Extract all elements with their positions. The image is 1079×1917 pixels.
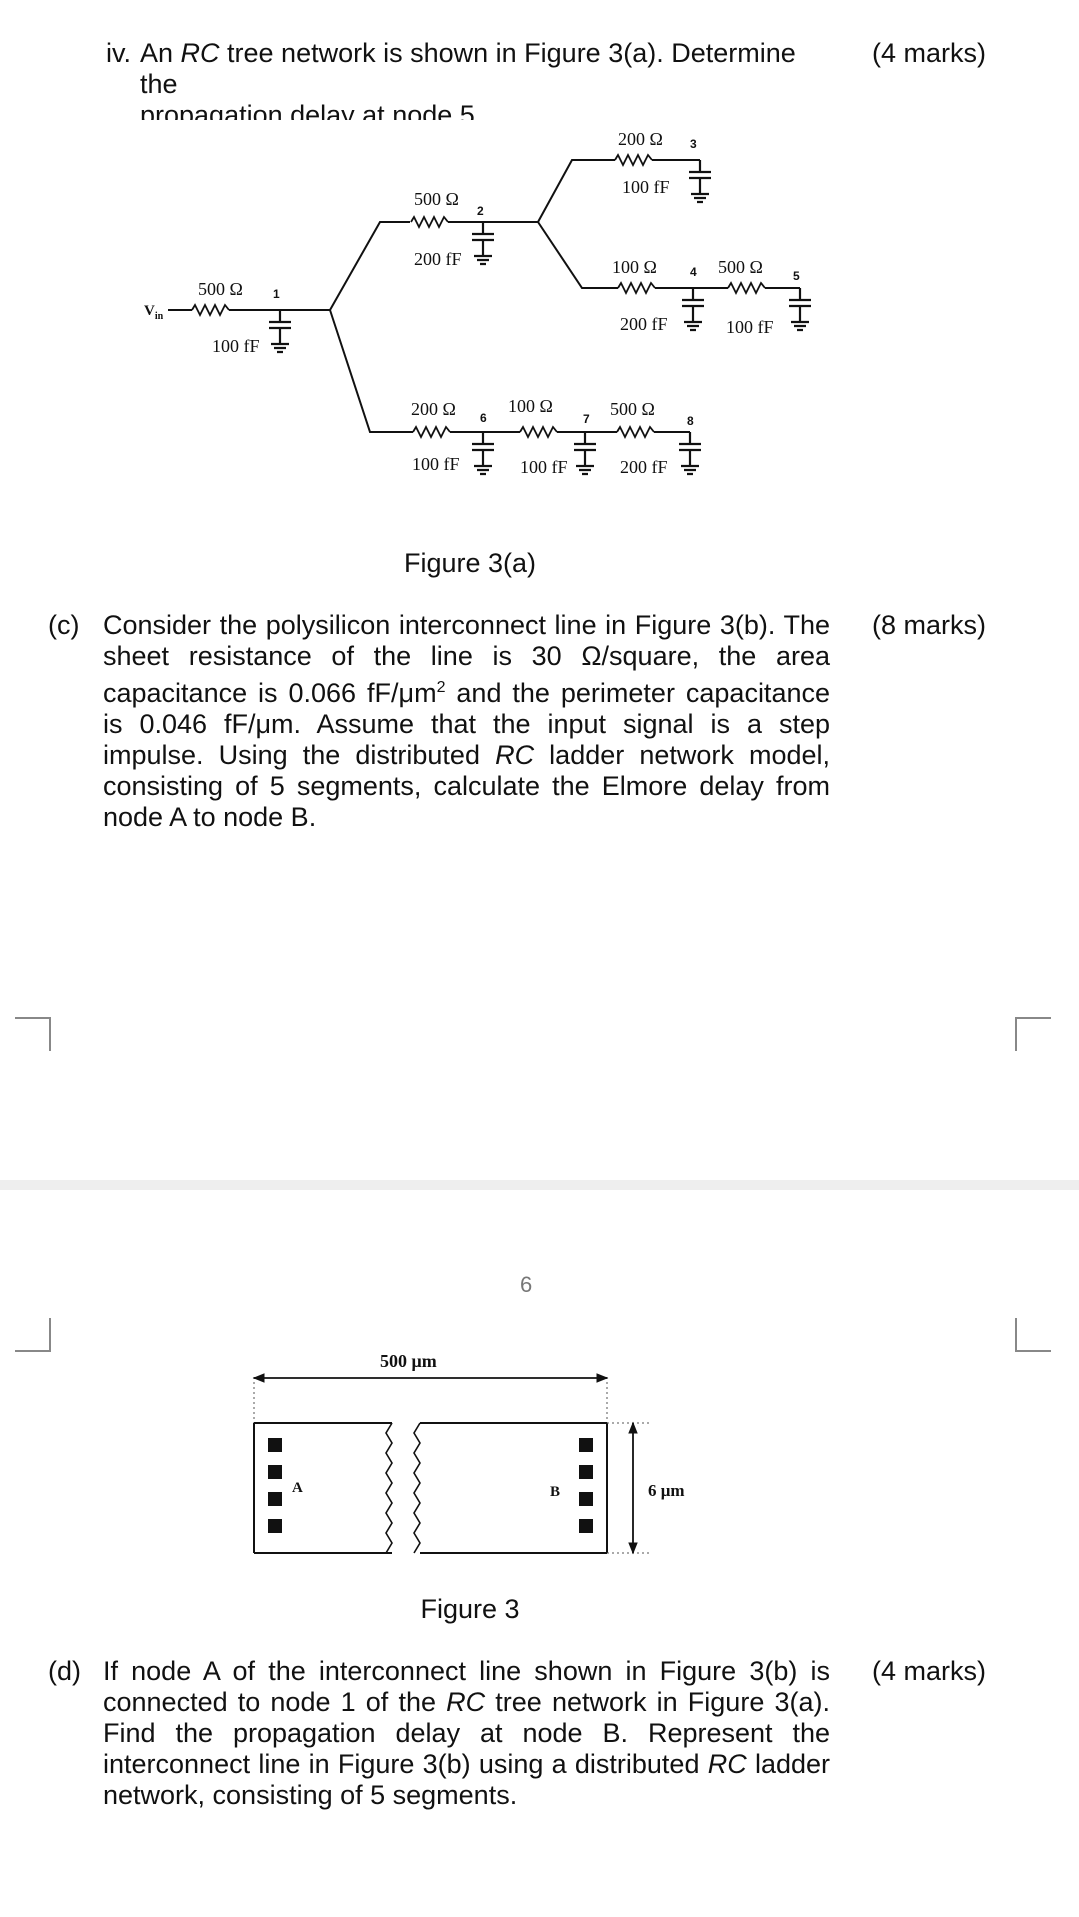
c2-label: 200 fF [414, 249, 462, 269]
r1-label: 500 Ω [198, 279, 243, 299]
capacitor-c5 [789, 288, 811, 330]
resistor-r1 [192, 305, 229, 315]
node-5-label: 5 [793, 269, 800, 283]
capacitor-c1 [269, 310, 291, 352]
c3-label: 100 fF [622, 177, 670, 197]
crop-mark-top-left [15, 1016, 55, 1056]
capacitor-c8 [679, 432, 701, 474]
r7-label: 100 Ω [508, 396, 553, 416]
question-c-marks: (8 marks) [872, 610, 986, 640]
resistor-r2 [411, 217, 448, 227]
figure-3a-caption: Figure 3(a) [403, 548, 537, 578]
node-3-label: 3 [690, 137, 697, 151]
page-number: 6 [520, 1272, 533, 1297]
r3-label: 200 Ω [618, 129, 663, 149]
node-b-label: B [550, 1484, 561, 1500]
question-d-text: If node A of the interconnect line shown in Figure 3(b) is connected to node 1 of the RC tree network in Figure 3(a). Find the propagation delay at node B. Represent the interconnect line in Figure 3(b) using a distributed RC ladder network, consisting of 5 segments. [103, 1656, 830, 1810]
c6-label: 100 fF [412, 454, 460, 474]
interconnect-line-figure [240, 1345, 720, 1570]
question-iv-text: An RC tree network is shown in Figure 3(a). Determine the propagation delay at node 5. [140, 38, 796, 130]
vin-label: $V_{in}$ [144, 303, 164, 322]
node-4-label: 4 [690, 265, 697, 279]
node-7-label: 7 [583, 412, 590, 426]
capacitor-c2 [472, 222, 494, 264]
r4-label: 100 Ω [612, 257, 657, 277]
resistor-r8 [617, 427, 654, 437]
capacitor-c7 [574, 432, 596, 474]
question-iv-marks: (4 marks) [872, 38, 986, 68]
crop-mark-top-right [1013, 1016, 1053, 1056]
resistor-r6 [413, 427, 450, 437]
node-2-label: 2 [477, 204, 484, 218]
question-d-label: (d) [48, 1656, 81, 1686]
page-separator [0, 1180, 1079, 1190]
c8-label: 200 fF [620, 457, 668, 477]
resistor-r3 [615, 155, 652, 165]
r8-label: 500 Ω [610, 399, 655, 419]
question-c-text: Consider the polysilicon interconnect line in Figure 3(b). The sheet resistance of the line is 30 Ω/square, the area capacitance is 0.066 $fF/\mu m^2$ and the perimeter capacitance is 0.046 fF/μm. Assume that the input signal is a step impulse. Using the distributed RC ladder network model, consisting of 5 segments, calculate the Elmore delay from node A to node B. [103, 610, 831, 832]
rc-tree-diagram [130, 120, 850, 530]
length-label: 500 μm [380, 1351, 437, 1371]
r5-label: 500 Ω [718, 257, 763, 277]
c1-label: 100 fF [212, 336, 260, 356]
c4-label: 200 fF [620, 314, 668, 334]
question-c-label: (c) [48, 610, 80, 640]
capacitor-c6 [472, 432, 494, 474]
c5-label: 100 fF [726, 317, 774, 337]
crop-mark-bottom-right [1013, 1318, 1053, 1358]
node-a-label: A [292, 1480, 303, 1496]
figure-3-caption: Figure 3 [420, 1594, 520, 1624]
c7-label: 100 fF [520, 457, 568, 477]
width-label: 6 μm [648, 1481, 685, 1500]
node-1-label: 1 [273, 287, 280, 301]
contacts-a [268, 1438, 282, 1533]
capacitor-c4 [682, 288, 704, 330]
resistor-r4 [618, 283, 655, 293]
question-iv-label: iv. [106, 38, 131, 68]
node-6-label: 6 [480, 411, 487, 425]
r2-label: 500 Ω [414, 189, 459, 209]
r6-label: 200 Ω [411, 399, 456, 419]
contacts-b [579, 1438, 593, 1533]
crop-mark-bottom-left [15, 1318, 55, 1358]
capacitor-c3 [689, 160, 711, 202]
resistor-r5 [728, 283, 765, 293]
resistor-r7 [520, 427, 557, 437]
question-d-marks: (4 marks) [872, 1656, 986, 1686]
node-8-label: 8 [687, 414, 694, 428]
